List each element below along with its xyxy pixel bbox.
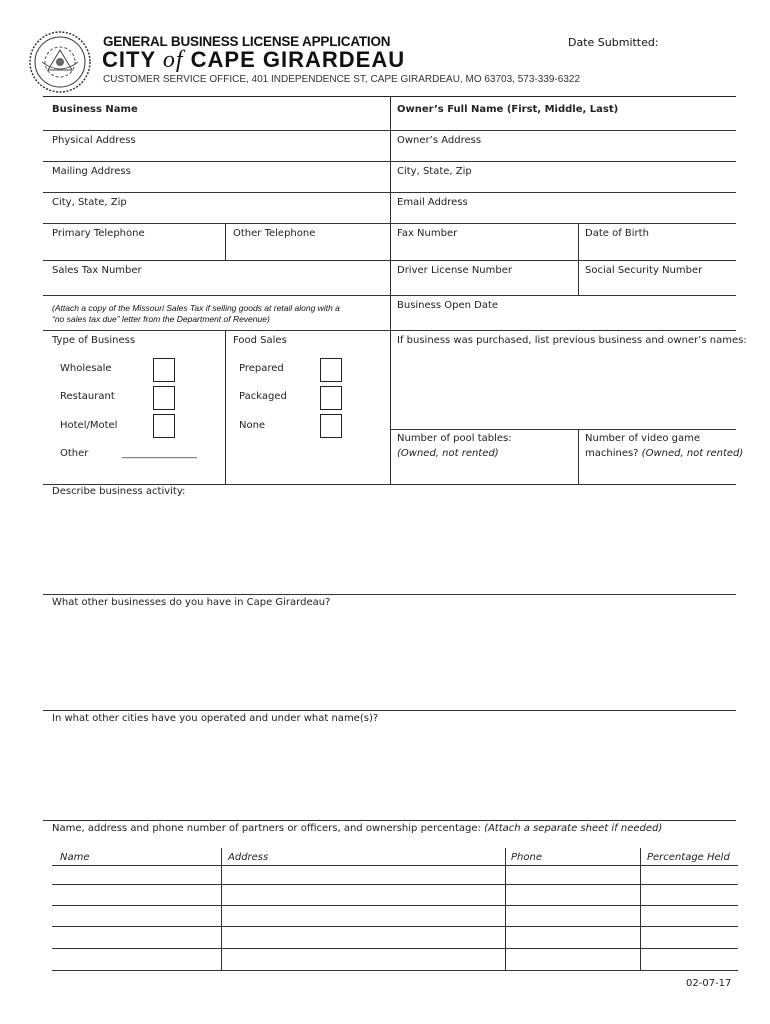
city-of-word: of <box>162 47 184 73</box>
primary-telephone-field[interactable] <box>44 224 224 260</box>
wholesale-label: Wholesale <box>60 363 112 374</box>
date-of-birth-field[interactable] <box>579 224 736 260</box>
other-businesses-field[interactable] <box>44 612 736 708</box>
fax-number-field[interactable] <box>391 224 577 260</box>
pool-tables-label: Number of pool tables: <box>397 433 512 444</box>
pool-tables-sub: (Owned, not rented) <box>397 448 499 459</box>
city-wordmark <box>102 47 405 74</box>
wholesale-checkbox[interactable] <box>153 358 175 382</box>
business-open-date-label: Business Open Date <box>397 300 499 311</box>
other-telephone-field[interactable] <box>226 224 389 260</box>
other-cities-label: In what other cities have you operated and under what name(s)? <box>52 713 379 724</box>
owner-address-field[interactable] <box>391 131 736 161</box>
purchased-note-label: If business was purchased, list previous business and owner’s names: <box>397 335 747 346</box>
date-submitted-field[interactable] <box>660 32 750 50</box>
city-name: CAPE GIRARDEAU <box>190 47 406 72</box>
date-submitted-label: Date Submitted: <box>568 36 659 49</box>
partners-label <box>52 823 662 834</box>
food-sales-label: Food Sales <box>233 335 287 346</box>
city-word: CITY <box>102 47 156 72</box>
city-seal-icon <box>28 30 92 94</box>
sales-tax-number-label: Sales Tax Number <box>52 265 142 276</box>
packaged-checkbox[interactable] <box>320 386 342 410</box>
video-games-sub-a: machines? <box>585 448 642 459</box>
other-businesses-label: What other businesses do you have in Cape Girardeau? <box>52 597 331 608</box>
none-label: None <box>239 420 266 431</box>
form-title: GENERAL BUSINESS LICENSE APPLICATION <box>103 34 391 49</box>
city-state-zip-field[interactable] <box>44 193 389 223</box>
col-phone-header: Phone <box>511 852 542 863</box>
hotel-motel-checkbox[interactable] <box>153 414 175 438</box>
none-checkbox[interactable] <box>320 414 342 438</box>
prepared-label: Prepared <box>239 363 284 374</box>
date-of-birth-label: Date of Birth <box>585 228 649 239</box>
restaurant-checkbox[interactable] <box>153 386 175 410</box>
business-name-label: Business Name <box>52 104 138 115</box>
city-state-zip-label: City, State, Zip <box>52 197 127 208</box>
restaurant-label: Restaurant <box>60 391 115 402</box>
driver-license-label: Driver License Number <box>397 265 512 276</box>
ssn-field[interactable] <box>579 261 736 295</box>
email-address-label: Email Address <box>397 197 468 208</box>
sales-tax-number-field[interactable] <box>44 261 389 295</box>
owner-address-label: Owner’s Address <box>397 135 482 146</box>
table-row[interactable] <box>52 949 738 970</box>
video-games-sub-b: (Owned, not rented) <box>641 448 744 459</box>
table-row[interactable] <box>52 866 738 884</box>
partners-note: (Attach a separate sheet if needed) <box>484 823 663 834</box>
pool-tables-field[interactable] <box>391 430 577 484</box>
table-row[interactable] <box>52 885 738 905</box>
fax-number-label: Fax Number <box>397 228 458 239</box>
form-version: 02-07-17 <box>686 978 732 989</box>
sales-tax-note-1: (Attach a copy of the Missouri Sales Tax if selling goods at retail along with a <box>52 303 340 313</box>
office-address: CUSTOMER SERVICE OFFICE, 401 INDEPENDENCE ST, CAPE GIRARDEAU, MO 63703, 573-339-6322 <box>103 74 581 85</box>
col-name-header: Name <box>60 852 90 863</box>
prepared-checkbox[interactable] <box>320 358 342 382</box>
col-address-header: Address <box>228 852 269 863</box>
type-of-business-label: Type of Business <box>52 335 136 346</box>
video-games-field[interactable] <box>579 430 736 484</box>
hotel-motel-label: Hotel/Motel <box>60 420 118 431</box>
table-row[interactable] <box>52 906 738 926</box>
owner-name-label: Owner’s Full Name (First, Middle, Last) <box>397 104 619 115</box>
sales-tax-note-2: “no sales tax due” letter from the Department of Revenue) <box>52 314 270 324</box>
business-open-date-field[interactable] <box>391 296 736 330</box>
packaged-label: Packaged <box>239 391 287 402</box>
primary-telephone-label: Primary Telephone <box>52 228 145 239</box>
owner-name-field[interactable] <box>391 97 736 130</box>
previous-business-field[interactable] <box>391 350 736 428</box>
physical-address-label: Physical Address <box>52 135 136 146</box>
mailing-address-label: Mailing Address <box>52 166 131 177</box>
owner-city-state-zip-label: City, State, Zip <box>397 166 472 177</box>
mailing-address-field[interactable] <box>44 162 389 192</box>
describe-activity-label: Describe business activity: <box>52 486 186 497</box>
physical-address-field[interactable] <box>44 131 389 161</box>
email-address-field[interactable] <box>391 193 736 223</box>
other-label: Other <box>60 448 89 459</box>
describe-activity-field[interactable] <box>44 500 736 592</box>
business-name-field[interactable] <box>44 97 389 130</box>
partners-text: Name, address and phone number of partners or officers, and ownership percentage: <box>52 823 485 834</box>
col-percentage-header: Percentage Held <box>647 852 730 863</box>
video-games-label: Number of video game <box>585 433 701 444</box>
ssn-label: Social Security Number <box>585 265 703 276</box>
owner-city-state-zip-field[interactable] <box>391 162 736 192</box>
driver-license-field[interactable] <box>391 261 577 295</box>
other-telephone-label: Other Telephone <box>233 228 316 239</box>
other-line[interactable]: _______________ <box>122 448 197 459</box>
table-row[interactable] <box>52 927 738 948</box>
other-cities-field[interactable] <box>44 728 736 818</box>
